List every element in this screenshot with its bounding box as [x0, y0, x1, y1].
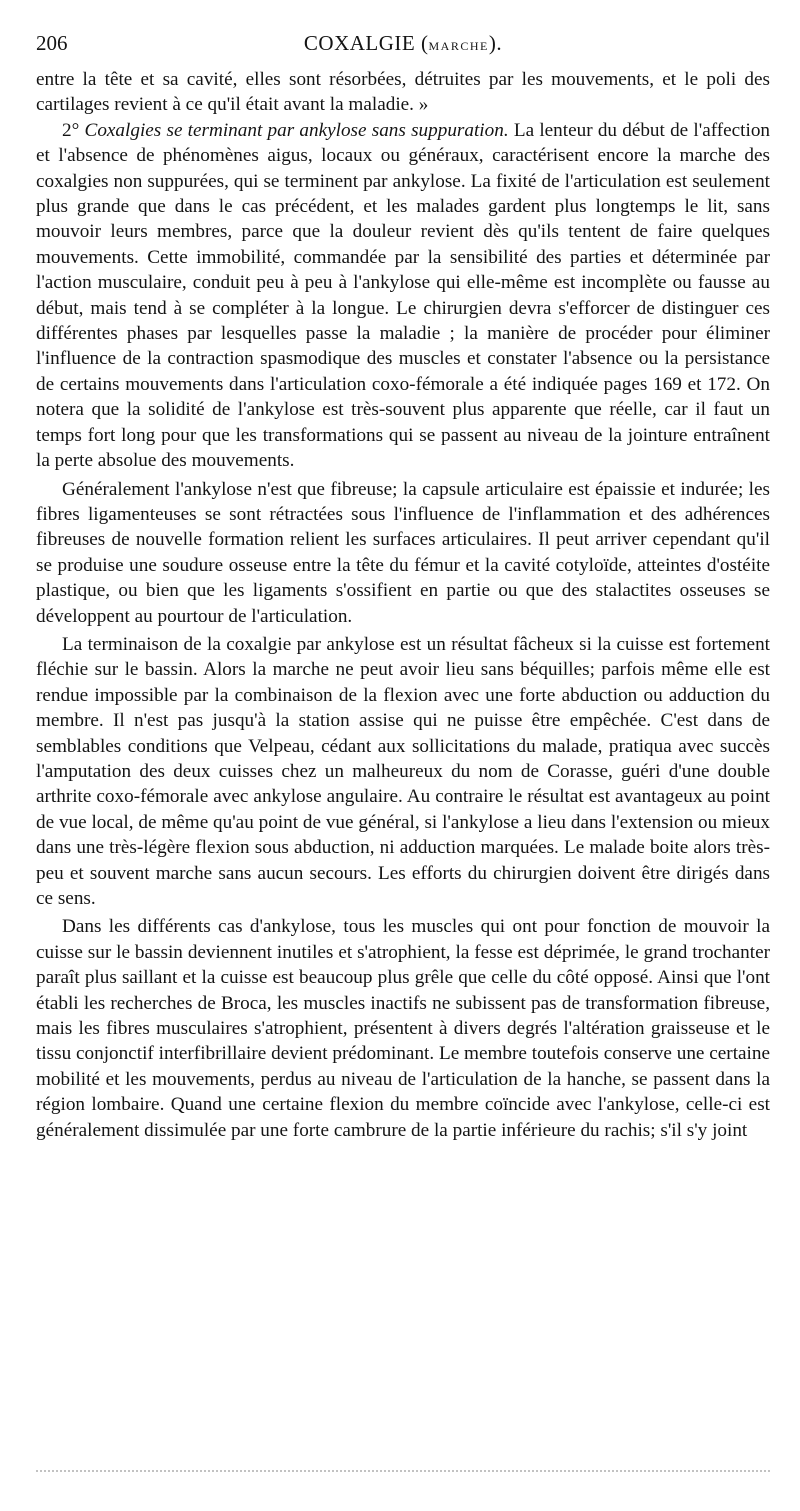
book-page	[36, 28, 770, 1143]
paragraph-muscles: Dans les différents cas d'ankylose, tous les muscles qui ont pour fonction de mouvoir la cuisse sur le bassin deviennent inutiles et s'atrophient, la fesse est déprimée, le grand trochanter paraît plus saillant et la cuisse est beaucoup plus grêle que celle du côté opposé. Ainsi que l'ont établi les recherches de Broca, les muscles inactifs ne subissent pas de transformation fibreuse, mais les fibres musculaires s'atrophient, présentent à divers degrés l'altération graisseuse et le tissu conjonctif interfibrillaire devient prédominant. Le membre toutefois conserve une certaine mobilité et les mouvements, perdus au niveau de l'articulation de la hanche, se passent dans la région lombaire. Quand une certaine flexion du membre coïncide avec l'ankylose, celle-ci est généralement dissimulée par une forte cambrure de la partie inférieure du rachis; s'il s'y joint	[36, 916, 770, 1141]
section-heading: Coxalgies se terminant par ankylose sans suppuration.	[84, 119, 509, 141]
chapter-title	[36, 28, 770, 61]
chapter-title-main: COXALGIE	[303, 31, 416, 55]
page-number: 206	[36, 31, 68, 55]
section-number: 2°	[62, 119, 80, 141]
chapter-title-close-paren: ).	[488, 31, 503, 55]
chapter-title-open-paren: (	[415, 31, 429, 55]
paragraph-ankylose-fibreuse: Généralement l'ankylose n'est que fibreuse; la capsule articulaire est épaissie et indurée; les fibres ligamenteuses se sont rétractées sous l'influence de l'inflammation et des adhérences fibreuses de nouvelle formation relient les surfaces articulaires. Il peut arriver cependant qu'il se produise une soudure osseuse entre la tête du fémur et la cavité cotyloïde, atteintes d'ostéite plastique, ou bien que les ligaments s'ossifient en partie ou que des stalactites osseuses se développent au pourtour de l'articulation.	[36, 478, 770, 627]
body-text	[36, 67, 770, 1143]
chapter-title-section: MARCHE	[428, 39, 489, 53]
paragraph-continued: entre la tête et sa cavité, elles sont résorbées, détruites par les mouvements, et le poli des cartilages revient à ce qu'il était avant la maladie. »	[36, 69, 770, 116]
bottom-dotted-rule	[36, 1470, 770, 1472]
running-head	[36, 28, 770, 58]
paragraph-terminaison: La terminaison de la coxalgie par ankylose est un résultat fâcheux si la cuisse est fortement fléchie sur le bassin. Alors la marche ne peut avoir lieu sans béquilles; parfois même elle est rendue impossible par la combinaison de la flexion avec une forte abduction ou adduction du membre. Il n'est pas jusqu'à la station assise qui ne puisse être empêchée. C'est dans de semblables conditions que Velpeau, cédant aux sollicitations du malade, pratiqua avec succès l'amputation des deux cuisses chez un malheureux du nom de Corasse, guéri d'une double arthrite coxo-fémorale avec ankylose angulaire. Au contraire le résultat est avantageux au point de vue local, de même qu'au point de vue général, si l'ankylose a lieu dans l'extension ou mieux dans une très-légère flexion sous abduction, ni adduction marquées. Le malade boite alors très-peu et souvent marche sans aucun secours. Les efforts du chirurgien doivent être dirigés dans ce sens.	[36, 633, 770, 909]
section-2-text: La lenteur du début de l'affection et l'absence de phénomènes aigus, locaux ou généraux, caractérisent encore la marche des coxalgies non suppurées, qui se terminent par ankylose. La fixité de l'articulation est seulement plus grande que dans le cas précédent, et les malades gardent plus longtemps le lit, sans mouvoir leurs membres, parce que la douleur revient dès qu'ils tentent de faire quelques mouvements. Cette immobilité, commandée par la sensibilité des parties et déterminée par l'action musculaire, conduit peu à peu à l'ankylose qui elle-même est incomplète ou fausse au début, mais tend à se compléter à la longue. Le chirurgien devra s'efforcer de distinguer ces différentes phases par lesquelles passe la maladie ; la manière de procéder pour éliminer l'influence de la contraction spasmodique des muscles et constater l'absence ou la persistance de certains mouvements dans l'articulation coxo-fémorale a été indiquée pages 169 et 172. On notera que la solidité de l'ankylose est très-souvent plus apparente que réelle, car il faut un temps fort long pour que les transformations qui se passent au niveau de la jointure entraînent la perte absolue des mouvements.	[36, 119, 771, 472]
paragraph-section-2	[36, 118, 770, 474]
